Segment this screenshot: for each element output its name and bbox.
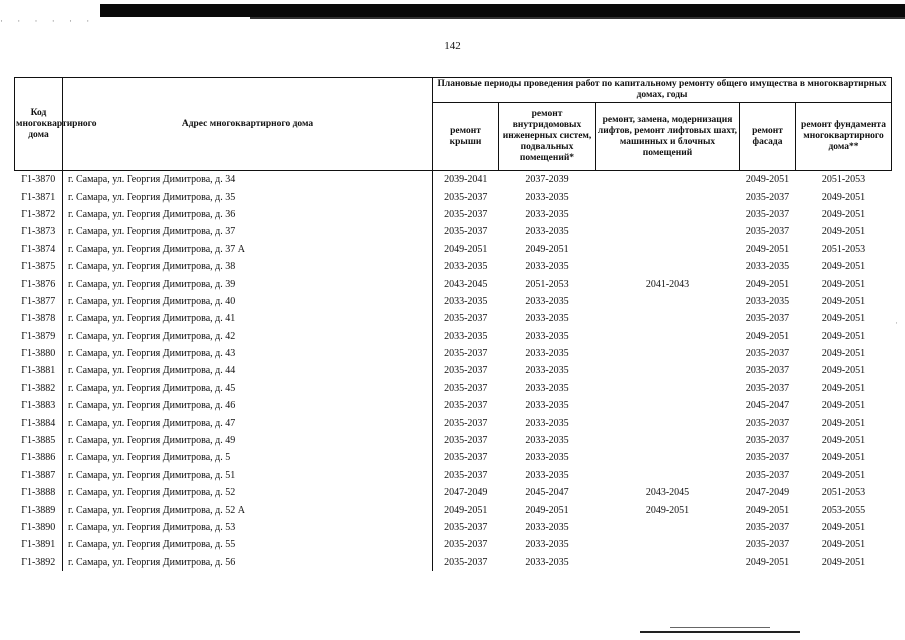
code-cell: Г1-3877 [15, 293, 63, 310]
facade-cell: 2035-2037 [745, 348, 790, 360]
lifts-cell [596, 519, 740, 536]
code-cell: Г1-3874 [15, 241, 63, 258]
foundation-cell: 2051-2053 [821, 487, 866, 499]
code-cell: Г1-3880 [15, 345, 63, 362]
address-cell: г. Самара, ул. Георгия Димитрова, д. 46 [63, 397, 433, 414]
systems-cell: 2033-2035 [525, 365, 569, 377]
systems-cell: 2051-2053 [525, 278, 569, 290]
lifts-cell [596, 223, 740, 240]
lifts-cell [596, 554, 740, 571]
table-row [15, 554, 892, 571]
foundation-cell: 2049-2051 [821, 261, 866, 273]
address-cell: г. Самара, ул. Георгия Димитрова, д. 52 А [63, 501, 433, 518]
facade-cell: 2047-2049 [745, 487, 790, 499]
facade-cell: 2035-2037 [745, 469, 790, 481]
systems-cell: 2033-2035 [525, 226, 569, 238]
table-row [15, 467, 892, 484]
address-cell: г. Самара, ул. Георгия Димитрова, д. 36 [63, 206, 433, 223]
systems-cell: 2033-2035 [525, 400, 569, 412]
facade-cell: 2035-2037 [745, 208, 790, 220]
roof-cell: 2035-2037 [444, 435, 488, 447]
systems-cell: 2033-2035 [525, 522, 569, 533]
address-cell: г. Самара, ул. Георгия Димитрова, д. 45 [63, 380, 433, 397]
roof-cell: 2043-2045 [444, 278, 488, 290]
lifts-cell: 2043-2045 [645, 487, 690, 499]
code-cell: Г1-3885 [15, 432, 63, 449]
systems-cell: 2033-2035 [525, 295, 569, 307]
address-cell: г. Самара, ул. Георгия Димитрова, д. 39 [63, 275, 433, 292]
systems-cell: 2049-2051 [525, 504, 569, 516]
roof-cell: 2035-2037 [444, 348, 488, 360]
foundation-cell: 2051-2053 [821, 243, 866, 255]
systems-cell: 2033-2035 [525, 313, 569, 325]
lifts-cell [596, 397, 740, 414]
header-lifts: ремонт, замена, модернизация лифтов, ремонт лифтовых шахт, машинных и блочных помещений [596, 103, 740, 171]
lifts-cell [596, 362, 740, 379]
lifts-cell [596, 536, 740, 553]
foundation-cell: 2049-2051 [821, 539, 866, 551]
roof-cell: 2035-2037 [444, 539, 488, 551]
foundation-cell: 2049-2051 [821, 469, 866, 481]
table-row [15, 414, 892, 431]
systems-cell: 2033-2035 [525, 435, 569, 447]
lifts-cell [596, 206, 740, 223]
foundation-cell: 2049-2051 [821, 226, 866, 238]
foundation-cell: 2049-2051 [821, 348, 866, 360]
lifts-cell [596, 328, 740, 345]
code-cell: Г1-3875 [15, 258, 63, 275]
facade-cell: 2035-2037 [745, 313, 790, 325]
address-cell: г. Самара, ул. Георгия Димитрова, д. 55 [63, 536, 433, 553]
facade-cell: 2049-2051 [745, 330, 790, 342]
facade-cell: 2033-2035 [745, 295, 790, 307]
systems-cell: 2033-2035 [525, 348, 569, 360]
table-row [15, 432, 892, 449]
table-row [15, 519, 892, 536]
facade-cell: 2033-2035 [745, 261, 790, 273]
code-cell: Г1-3884 [15, 414, 63, 431]
foundation-cell: 2049-2051 [821, 313, 866, 325]
facade-cell: 2049-2051 [745, 243, 790, 255]
roof-cell: 2035-2037 [444, 556, 488, 568]
page-number: 142 [444, 40, 461, 52]
lifts-cell [596, 345, 740, 362]
scan-artifact-line [250, 17, 905, 19]
lifts-cell [596, 293, 740, 310]
facade-cell: 2035-2037 [745, 382, 790, 394]
foundation-cell: 2053-2055 [821, 504, 866, 516]
roof-cell: 2035-2037 [444, 226, 488, 238]
systems-cell: 2033-2035 [525, 261, 569, 273]
table-row [15, 223, 892, 240]
table-row [15, 484, 892, 501]
systems-cell: 2033-2035 [525, 417, 569, 429]
lifts-cell [596, 414, 740, 431]
systems-cell: 2033-2035 [525, 469, 569, 481]
address-cell: г. Самара, ул. Георгия Димитрова, д. 42 [63, 328, 433, 345]
table-row [15, 310, 892, 327]
lifts-cell [596, 171, 740, 189]
table-row [15, 380, 892, 397]
address-cell: г. Самара, ул. Георгия Димитрова, д. 40 [63, 293, 433, 310]
systems-cell: 2033-2035 [525, 556, 569, 568]
code-cell: Г1-3889 [15, 501, 63, 518]
header-facade: ремонт фасада [740, 103, 796, 171]
foundation-cell: 2049-2051 [821, 365, 866, 377]
facade-cell: 2049-2051 [745, 278, 790, 290]
systems-cell: 2033-2035 [525, 191, 569, 203]
facade-cell: 2035-2037 [745, 522, 790, 533]
address-cell: г. Самара, ул. Георгия Димитрова, д. 37 А [63, 241, 433, 258]
roof-cell: 2035-2037 [444, 400, 488, 412]
roof-cell: 2035-2037 [444, 208, 488, 220]
code-cell: Г1-3876 [15, 275, 63, 292]
roof-cell: 2035-2037 [444, 522, 488, 533]
foundation-cell: 2049-2051 [821, 400, 866, 412]
address-cell: г. Самара, ул. Георгия Димитрова, д. 53 [63, 519, 433, 536]
address-cell: г. Самара, ул. Георгия Димитрова, д. 34 [63, 171, 433, 189]
scan-artifact-dots: · · · · · · [0, 16, 96, 26]
lifts-cell: 2041-2043 [645, 278, 690, 290]
systems-cell: 2033-2035 [525, 539, 569, 551]
code-cell: Г1-3883 [15, 397, 63, 414]
code-cell: Г1-3873 [15, 223, 63, 240]
scan-artifact-bottom-line [670, 627, 770, 628]
header-periods: Плановые периоды проведения работ по капитальному ремонту общего имущества в многоквартирных домах, годы [433, 78, 892, 103]
code-cell: Г1-3888 [15, 484, 63, 501]
code-cell: Г1-3887 [15, 467, 63, 484]
scan-artifact-mark: · [895, 318, 898, 328]
table-row [15, 258, 892, 275]
lifts-cell [596, 188, 740, 205]
foundation-cell: 2049-2051 [821, 295, 866, 307]
code-cell: Г1-3882 [15, 380, 63, 397]
lifts-cell [596, 432, 740, 449]
address-cell: г. Самара, ул. Георгия Димитрова, д. 35 [63, 188, 433, 205]
header-systems: ремонт внутридомовых инженерных систем, подвальных помещений* [499, 103, 596, 171]
foundation-cell: 2049-2051 [821, 208, 866, 220]
table-row [15, 536, 892, 553]
systems-cell: 2045-2047 [525, 487, 569, 499]
code-cell: Г1-3870 [15, 171, 63, 189]
header-code: Код многоквартирного дома [15, 78, 63, 171]
roof-cell: 2035-2037 [444, 469, 488, 481]
address-cell: г. Самара, ул. Георгия Димитрова, д. 44 [63, 362, 433, 379]
roof-cell: 2035-2037 [444, 382, 488, 394]
code-cell: Г1-3892 [15, 554, 63, 571]
systems-cell: 2037-2039 [499, 171, 596, 189]
roof-cell: 2035-2037 [444, 417, 488, 429]
lifts-cell [596, 241, 740, 258]
table-row [15, 449, 892, 466]
address-cell: г. Самара, ул. Георгия Димитрова, д. 47 [63, 414, 433, 431]
lifts-cell [596, 380, 740, 397]
facade-cell: 2035-2037 [745, 191, 790, 203]
table-row [15, 171, 892, 189]
code-cell: Г1-3891 [15, 536, 63, 553]
address-cell: г. Самара, ул. Георгия Димитрова, д. 5 [63, 449, 433, 466]
header-foundation: ремонт фундамента многоквартирного дома** [796, 103, 892, 171]
facade-cell: 2049-2051 [740, 171, 796, 189]
lifts-cell: 2049-2051 [645, 504, 690, 516]
facade-cell: 2045-2047 [745, 400, 790, 412]
table-body [15, 171, 892, 571]
roof-cell: 2033-2035 [444, 330, 488, 342]
code-cell: Г1-3879 [15, 328, 63, 345]
systems-cell: 2033-2035 [525, 208, 569, 220]
table-row [15, 293, 892, 310]
foundation-cell: 2049-2051 [821, 522, 866, 533]
table-row [15, 362, 892, 379]
facade-cell: 2035-2037 [745, 539, 790, 551]
scan-artifact-bottom-bar [640, 631, 800, 633]
foundation-cell: 2049-2051 [821, 435, 866, 447]
roof-cell: 2035-2037 [444, 313, 488, 325]
foundation-cell: 2049-2051 [821, 330, 866, 342]
code-cell: Г1-3871 [15, 188, 63, 205]
table-row [15, 501, 892, 518]
address-cell: г. Самара, ул. Георгия Димитрова, д. 52 [63, 484, 433, 501]
facade-cell: 2035-2037 [745, 452, 790, 464]
foundation-cell: 2049-2051 [821, 452, 866, 464]
systems-cell: 2049-2051 [525, 243, 569, 255]
systems-cell: 2033-2035 [525, 382, 569, 394]
facade-cell: 2035-2037 [745, 365, 790, 377]
roof-cell: 2035-2037 [444, 365, 488, 377]
table-row [15, 188, 892, 205]
address-cell: г. Самара, ул. Георгия Димитрова, д. 56 [63, 554, 433, 571]
foundation-cell: 2049-2051 [821, 278, 866, 290]
facade-cell: 2035-2037 [745, 417, 790, 429]
lifts-cell [596, 467, 740, 484]
address-cell: г. Самара, ул. Георгия Димитрова, д. 51 [63, 467, 433, 484]
table-row [15, 275, 892, 292]
address-cell: г. Самара, ул. Георгия Димитрова, д. 49 [63, 432, 433, 449]
address-cell: г. Самара, ул. Георгия Димитрова, д. 43 [63, 345, 433, 362]
roof-cell: 2049-2051 [444, 243, 488, 255]
foundation-cell: 2049-2051 [821, 417, 866, 429]
table-row [15, 345, 892, 362]
facade-cell: 2035-2037 [745, 435, 790, 447]
table-row [15, 397, 892, 414]
roof-cell: 2035-2037 [444, 452, 488, 464]
header-address: Адрес многоквартирного дома [63, 78, 433, 171]
roof-cell: 2033-2035 [444, 261, 488, 273]
lifts-cell [596, 310, 740, 327]
facade-cell: 2049-2051 [745, 504, 790, 516]
roof-cell: 2039-2041 [433, 171, 499, 189]
roof-cell: 2047-2049 [444, 487, 488, 499]
address-cell: г. Самара, ул. Георгия Димитрова, д. 38 [63, 258, 433, 275]
roof-cell: 2049-2051 [444, 504, 488, 516]
address-cell: г. Самара, ул. Георгия Димитрова, д. 41 [63, 310, 433, 327]
foundation-cell: 2049-2051 [821, 191, 866, 203]
table-row [15, 328, 892, 345]
code-cell: Г1-3872 [15, 206, 63, 223]
scan-artifact-bar [100, 4, 905, 17]
address-cell: г. Самара, ул. Георгия Димитрова, д. 37 [63, 223, 433, 240]
facade-cell: 2035-2037 [745, 226, 790, 238]
capital-repair-table [14, 77, 892, 571]
table-row [15, 241, 892, 258]
table-row [15, 206, 892, 223]
code-cell: Г1-3881 [15, 362, 63, 379]
facade-cell: 2049-2051 [745, 556, 790, 568]
systems-cell: 2033-2035 [525, 330, 569, 342]
header-roof: ремонт крыши [433, 103, 499, 171]
roof-cell: 2035-2037 [444, 191, 488, 203]
code-cell: Г1-3890 [15, 519, 63, 536]
lifts-cell [596, 449, 740, 466]
foundation-cell: 2049-2051 [821, 556, 866, 568]
code-cell: Г1-3886 [15, 449, 63, 466]
roof-cell: 2033-2035 [444, 295, 488, 307]
foundation-cell: 2049-2051 [821, 382, 866, 394]
code-cell: Г1-3878 [15, 310, 63, 327]
systems-cell: 2033-2035 [525, 452, 569, 464]
foundation-cell: 2051-2053 [796, 171, 892, 189]
lifts-cell [596, 258, 740, 275]
